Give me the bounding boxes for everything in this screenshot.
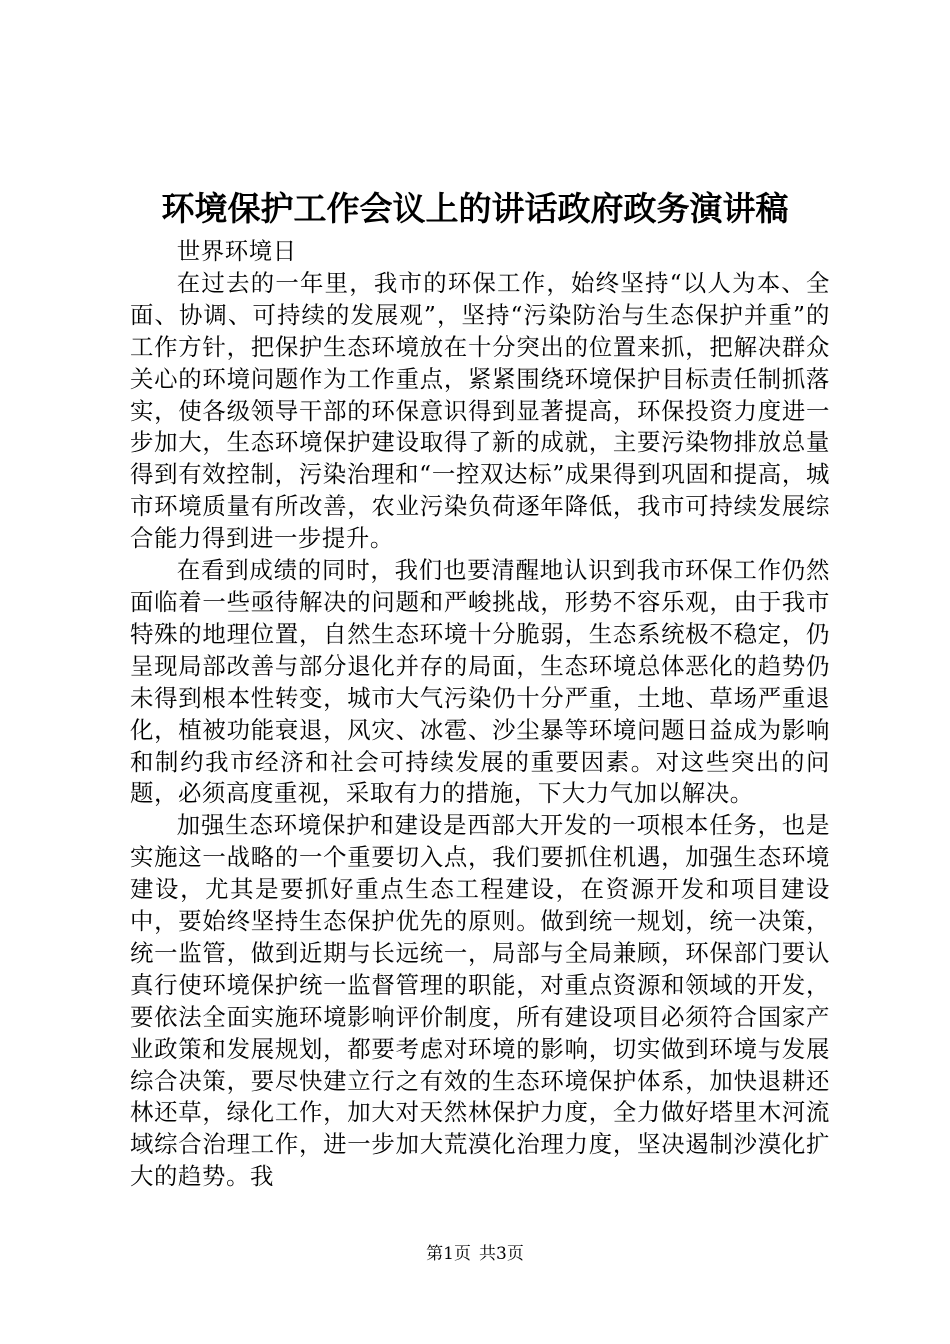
document-subtitle: 世界环境日 xyxy=(176,237,297,265)
document-body xyxy=(130,236,830,1193)
paragraph-2: 在看到成绩的同时，我们也要清醒地认识到我市环保工作仍然面临着一些亟待解决的问题和严峻挑战，形势不容乐观，由于我市特殊的地理位置，自然生态环境十分脆弱，生态系统极不稳定，仍呈现局部改善与部分退化并存的局面，生态环境总体恶化的趋势仍未得到根本性转变，城市大气污染仍十分严重，土地、草场严重退化，植被功能衰退，风灾、冰雹、沙尘暴等环境问题日益成为影响和制约我市经济和社会可持续发展的重要因素。对这些突出的问题，必须高度重视，采取有力的措施，下大力气加以解决。 xyxy=(130,556,830,808)
page-total: 共3页 xyxy=(479,1244,524,1264)
page-footer xyxy=(0,1243,950,1265)
page-number: 第1页 xyxy=(426,1244,471,1264)
document-title: 环境保护工作会议上的讲话政府政务演讲稿 xyxy=(161,189,789,228)
paragraph-1: 在过去的一年里，我市的环保工作，始终坚持“以人为本、全面、协调、可持续的发展观”，坚持“污染防治与生态保护并重”的工作方针，把保护生态环境放在十分突出的位置来抓，把解决群众关心的环境问题作为工作重点，紧紧围绕环境保护目标责任制抓落实，使各级领导干部的环保意识得到显著提高，环保投资力度进一步加大，生态环境保护建设取得了新的成就，主要污染物排放总量得到有效控制，污染治理和“一控双达标”成果得到巩固和提高，城市环境质量有所改善，农业污染负荷逐年降低，我市可持续发展综合能力得到进一步提升。 xyxy=(130,268,830,553)
paragraph-3: 加强生态环境保护和建设是西部大开发的一项根本任务，也是实施这一战略的一个重要切入点，我们要抓住机遇，加强生态环境建设，尤其是要抓好重点生态工程建设，在资源开发和项目建设中，要始终坚持生态保护优先的原则。做到统一规划，统一决策，统一监管，做到近期与长远统一，局部与全局兼顾，环保部门要认真行使环境保护统一监督管理的职能，对重点资源和领域的开发，要依法全面实施环境影响评价制度，所有建设项目必须符合国家产业政策和发展规划，都要考虑对环境的影响，切实做到环境与发展综合决策，要尽快建立行之有效的生态环境保护体系，加快退耕还林还草，绿化工作，加大对天然林保护力度，全力做好塔里木河流域综合治理工作，进一步加大荒漠化治理力度，坚决遏制沙漠化扩大的趋势。我 xyxy=(130,811,830,1191)
